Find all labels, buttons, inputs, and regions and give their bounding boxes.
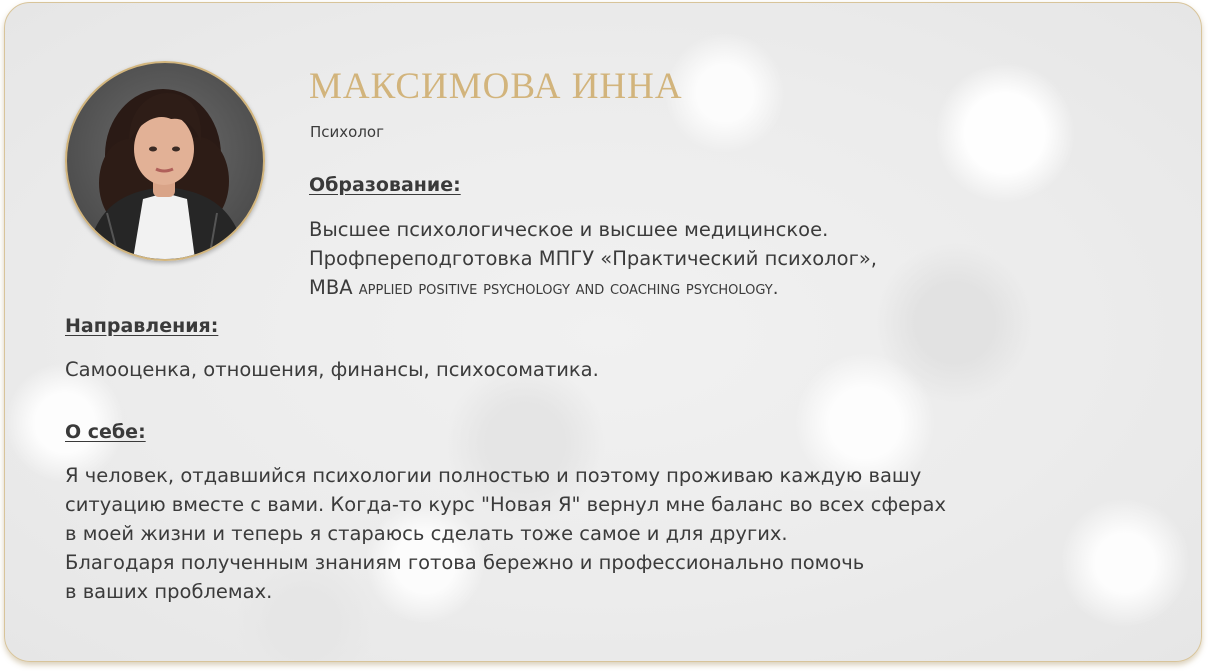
profile-card (4, 2, 1202, 662)
about-heading: О себе: (65, 421, 146, 443)
directions-text: Самооценка, отношения, финансы, психосоматика. (65, 358, 599, 381)
about-text (65, 461, 946, 606)
person-role: Психолог (310, 123, 384, 141)
person-name: МАКСИМОВА ИННА (309, 66, 683, 107)
education-line: Высшее психологическое и высшее медицинское. (309, 218, 829, 241)
mba-program: applied positive psychology and coaching psychology. (358, 278, 779, 299)
portrait-photo-icon (67, 63, 263, 259)
about-line: ситуацию вместе с вами. Когда-то курс "Новая Я" вернул мне баланс во всех сферах (65, 493, 947, 516)
about-line: Благодаря полученным знаниям готова бережно и профессионально помочь (65, 551, 865, 574)
about-line: в ваших проблемах. (65, 580, 273, 603)
education-heading: Образование: (309, 174, 461, 196)
about-line: Я человек, отдавшийся психологии полностью и поэтому проживаю каждую вашу (65, 464, 922, 487)
education-line-mba (309, 273, 877, 303)
education-line: Профпереподготовка МПГУ «Практический психолог», (309, 247, 877, 270)
directions-heading: Направления: (65, 315, 219, 337)
mba-prefix: MBA (309, 276, 353, 299)
avatar (65, 61, 265, 261)
education-text (309, 215, 877, 303)
about-line: в моей жизни и теперь я стараюсь сделать тоже самое и для других. (65, 522, 788, 545)
